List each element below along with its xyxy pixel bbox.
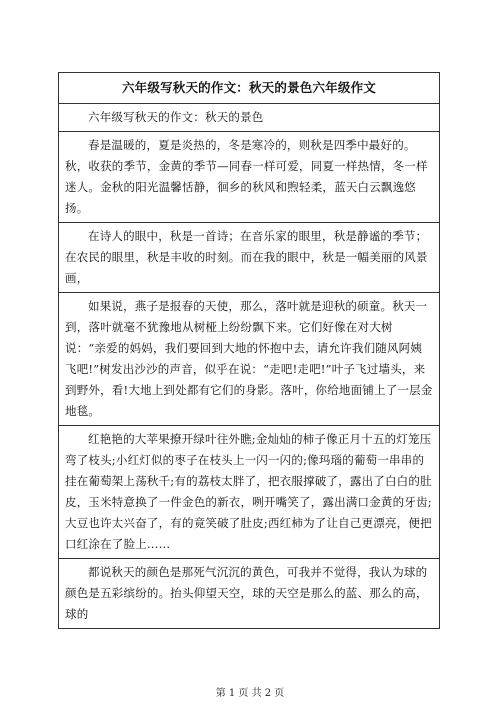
paragraph-row: [59, 132, 440, 223]
paragraph-1: 春是温暖的，夏是炎热的，冬是寒冷的，则秋是四季中最好的。秋，收获的季节，金黄的季节—同春一样可爱，同夏一样热情，冬一样迷人。金秋的阳光温馨恬静，徊乡的秋风和煦轻柔，蓝天白云飘逸悠扬。: [59, 132, 440, 223]
paragraph-row: [59, 293, 440, 426]
subtitle-row: [59, 104, 440, 132]
title-row: [59, 73, 440, 104]
paragraph-2: 在诗人的眼中，秋是一首诗；在音乐家的眼里，秋是静谧的季节；在农民的眼里，秋是丰收的时刻。而在我的眼中，秋是一幅美丽的风景画，: [59, 223, 440, 293]
paragraph-row: [59, 559, 440, 629]
paragraph-row: [59, 223, 440, 293]
paragraph-3: 如果说，燕子是报春的天使，那么，落叶就是迎秋的硕童。秋天一到，落叶就毫不犹豫地从树桠上纷纷飘下来。它们好像在对大树说：“亲爱的妈妈，我们要回到大地的怀抱中去，请允许我们随风阿姨飞吧!”树发出沙沙的声音，似乎在说：“走吧!走吧!”叶子飞过墙头，来到野外，看!大地上到处都有它们的身影。落叶，你给地面铺上了一层金地毯。: [59, 293, 440, 426]
paragraph-subtitle: 六年级写秋天的作文：秋天的景色: [59, 104, 440, 132]
paragraph-row: [59, 426, 440, 559]
paragraph-5: 都说秋天的颜色是那死气沉沉的黄色，可我并不觉得，我认为球的颜色是五彩缤纷的。抬头仰望天空，球的天空是那么的蓝、那么的高，球的: [59, 559, 440, 629]
paragraph-4: 红艳艳的大苹果撩开绿叶往外瞧;金灿灿的柿子像正月十五的灯笼压弯了枝头;小红灯似的枣子在枝头上一闪一闪的;像玛瑙的葡萄一串串的挂在葡萄架上荡秋千;有的荔枝太胖了，把衣服撑破了，露出了白白的肚皮，玉米特意换了一件金色的新衣，咧开嘴笑了，露出满口金黄的牙齿;大豆也许太兴奋了，有的竟笑破了肚皮;西红柿为了让自己更漂亮，便把口红涂在了脸上……: [59, 426, 440, 559]
essay-table: [58, 72, 440, 629]
document-title: 六年级写秋天的作文：秋天的景色六年级作文: [59, 73, 440, 104]
page-number: 第 1 页 共 2 页: [215, 688, 285, 699]
